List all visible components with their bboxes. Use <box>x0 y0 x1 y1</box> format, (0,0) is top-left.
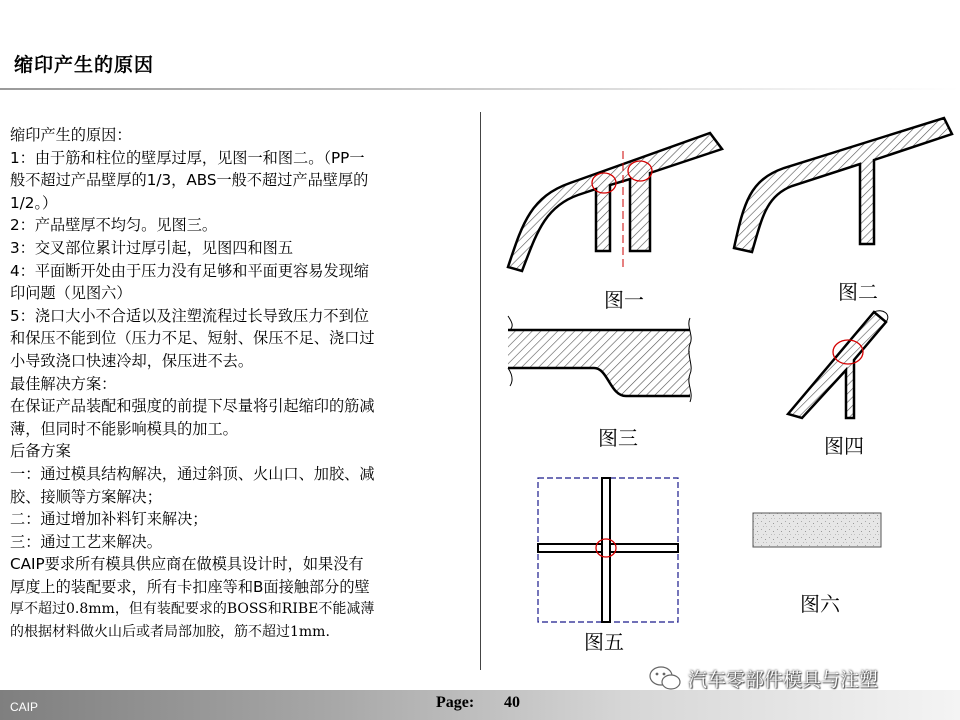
body-line: 在保证产品装配和强度的前提下尽量将引起缩印的筋减 <box>10 397 375 416</box>
body-line: 最佳解决方案： <box>10 374 117 393</box>
figure-3-caption: 图三 <box>598 426 638 450</box>
title-divider <box>0 88 960 90</box>
body-line: 后备方案 <box>10 442 71 461</box>
body-line-mixed: 厚不超过0.8mm，但有装配要求的BOSS和RIBE不能减薄 <box>10 601 375 618</box>
page-number: 40 <box>504 694 520 711</box>
figure-3-diagram <box>504 308 704 408</box>
body-line: 一：通过模具结构解决，通过斜顶、火山口、加胶、减 <box>10 464 375 483</box>
body-line-mixed: 的根据材料做火山后或者局部加胶，筋不超过1mm. <box>10 624 330 641</box>
body-line: 二：通过增加补料钉来解决； <box>10 510 208 529</box>
figure-6-caption: 图六 <box>800 592 840 616</box>
body-line: 胶、接顺等方案解决； <box>10 487 162 506</box>
body-line: 1：由于筋和柱位的壁厚过厚，见图一和图二。（PP一 <box>10 148 365 167</box>
body-line: 1/2。） <box>10 193 58 212</box>
body-line: 小导致浇口快速冷却，保压进不去。 <box>10 351 253 370</box>
body-text <box>10 124 472 644</box>
body-line: 2：产品壁厚不均匀。见图三。 <box>10 216 218 235</box>
column-divider <box>480 112 481 670</box>
body-line: 三：通过工艺来解决。 <box>10 532 162 551</box>
figure-4-diagram <box>782 306 912 426</box>
body-line: 4：平面断开处由于压力没有足够和平面更容易发现缩 <box>10 261 369 280</box>
figure-5-caption: 图五 <box>584 630 624 654</box>
figure-2-caption: 图二 <box>838 280 878 304</box>
figure-5-diagram <box>536 476 682 626</box>
body-line: 印问题（见图六） <box>10 284 132 303</box>
page-label: Page: <box>436 694 475 711</box>
body-line: 5：浇口大小不合适以及注塑流程过长导致压力不到位 <box>10 306 369 325</box>
body-line: 厚度上的装配要求，所有卡扣座等和B面接触部分的壁 <box>10 577 370 596</box>
figure-4-caption: 图四 <box>824 434 864 458</box>
figure-6-diagram <box>752 512 884 550</box>
body-line: CAIP要求所有模具供应商在做模具设计时，如果没有 <box>10 555 364 574</box>
page-title: 缩印产生的原因 <box>14 54 155 76</box>
body-line: 3：交叉部位累计过厚引起，见图四和图五 <box>10 238 294 257</box>
watermark-text: 汽车零部件模具与注塑 <box>688 668 879 691</box>
footer-bar <box>0 690 960 720</box>
body-line: 和保压不能到位（压力不足、短射、保压不足、浇口过 <box>10 329 375 348</box>
body-line: 薄，但同时不能影响模具的加工。 <box>10 419 238 438</box>
watermark <box>648 664 878 692</box>
wechat-icon <box>648 664 682 692</box>
figure-2-diagram <box>728 110 958 260</box>
footer-org-label: CAIP <box>10 700 39 714</box>
body-line: 般不超过产品壁厚的1/3，ABS一般不超过产品壁厚的 <box>10 171 369 190</box>
body-line: 缩印产生的原因： <box>10 126 132 144</box>
figure-1-caption: 图一 <box>604 288 644 312</box>
figure-1-diagram <box>500 115 730 275</box>
